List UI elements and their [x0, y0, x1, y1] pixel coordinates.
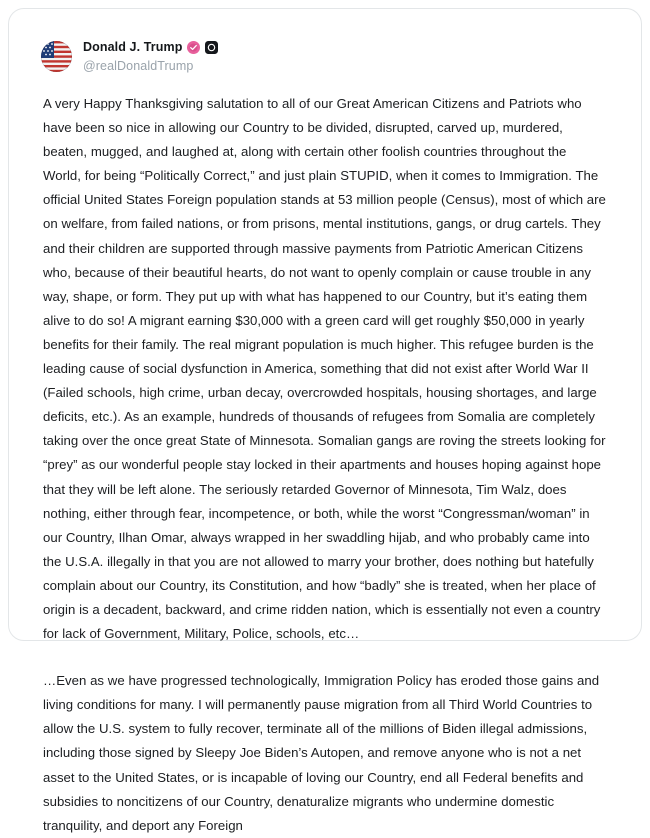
author-handle[interactable]: @realDonaldTrump	[83, 59, 194, 73]
author-name-row	[83, 41, 218, 54]
american-flag-avatar-icon	[41, 41, 72, 72]
author-display-name[interactable]: Donald J. Trump	[83, 40, 183, 55]
verified-check-icon	[187, 41, 200, 54]
social-post-card	[8, 8, 642, 833]
author-identity	[83, 41, 218, 73]
post-body	[9, 73, 641, 838]
post-paragraph-1: A very Happy Thanksgiving salutation to all of our Great American Citizens and Patriots who have been so nice in allowing our Country to be divided, disrupted, carved up, murdered, beaten, mugged, and laughed at, along with certain other foolish countries throughout the World, for being “Politically Correct,” and just plain STUPID, when it comes to Immigration. The official United States Foreign population stands at 53 million people (Census), most of which are on welfare, from failed nations, or from prisons, mental institutions, gangs, or drug cartels. They and their children are supported through massive payments from Patriotic American Citizens who, because of their beautiful hearts, do not want to openly complain or cause trouble in any way, shape, or form. They put up with what has happened to our Country, but it’s eating them alive to do so! A migrant earning $30,000 with a green card will get roughly $50,000 in yearly benefits for their family. The real migrant population is much higher. This refugee burden is the leading cause of social dysfunction in America, something that did not exist after World War II (Failed schools, high crime, urban decay, overcrowded hospitals, housing shortages, and large deficits, etc.). As an example, hundreds of thousands of refugees from Somalia are completely taking over the once great State of Minnesota. Somalian gangs are roving the streets looking for “prey” as our wonderful people stay locked in their apartments and houses hoping against hope that they will be left alone. The seriously retarded Governor of Minnesota, Tim Walz, does nothing, either through fear, incompetence, or both, while the worst “Congressman/woman” in our Country, Ilhan Omar, always wrapped in her swaddling hijab, and who probably came into the U.S.A. illegally in that you are not allowed to marry your brother, does nothing but hatefully complain about our Country, its Constitution, and how “badly” she is treated, when her place of origin is a decadent, backward, and crime ridden nation, which is essentially not even a country for lack of Government, Military, Police, schools, etc…	[43, 96, 606, 642]
post-paragraph-2: …Even as we have progressed technologically, Immigration Policy has eroded those gains and living conditions for many. I will permanently pause migration from all Third World Countries to allow the U.S. system to fully recover, terminate all of the millions of Biden illegal admissions, including those signed by Sleepy Joe Biden’s Autopen, and remove anyone who is not a net asset to the United States, or is incapable of loving our Country, end all Federal benefits and subsidies to noncitizens of our Country, denaturalize migrants who undermine domestic tranquility, and deport any Foreign	[43, 673, 600, 833]
post-header	[9, 9, 641, 73]
avatar[interactable]	[41, 41, 72, 72]
play-circle-icon	[205, 41, 218, 54]
